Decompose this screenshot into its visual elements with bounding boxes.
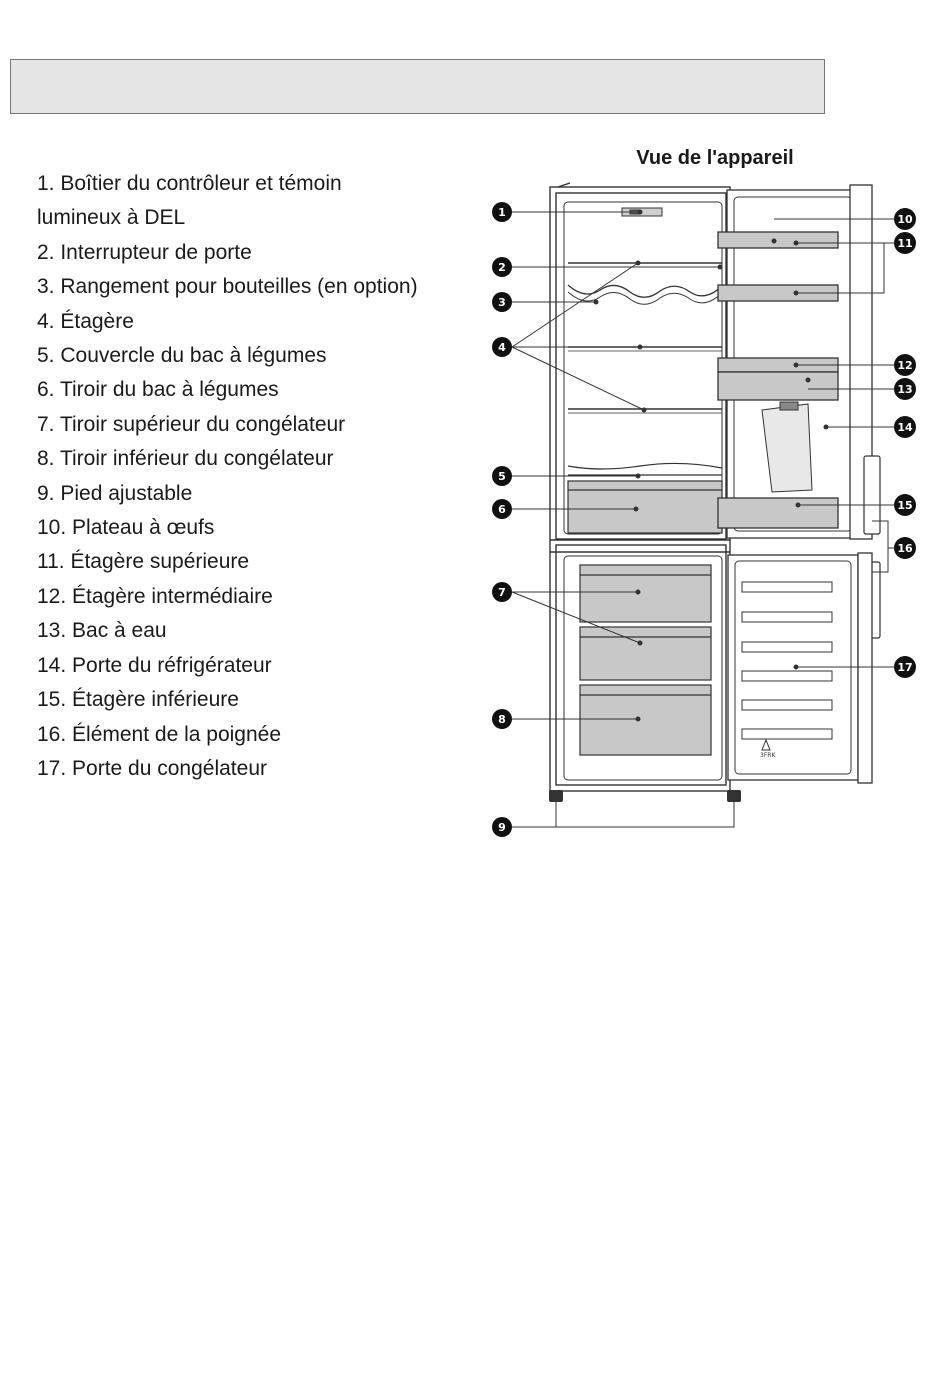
part-item-12: 12. Étagère intermédiaire xyxy=(37,584,273,608)
svg-text:15: 15 xyxy=(897,499,913,512)
callout-12 xyxy=(894,354,916,376)
callout-11 xyxy=(894,232,916,254)
callout-10 xyxy=(894,208,916,230)
svg-text:7: 7 xyxy=(498,586,506,599)
svg-text:4: 4 xyxy=(498,341,506,354)
svg-text:16: 16 xyxy=(897,542,913,555)
part-item-15: 15. Étagère inférieure xyxy=(37,688,239,712)
part-item-6: 6. Tiroir du bac à légumes xyxy=(37,378,279,402)
svg-text:6: 6 xyxy=(498,503,506,516)
part-item-9: 9. Pied ajustable xyxy=(37,481,193,505)
part-item-1-cont: lumineux à DEL xyxy=(37,206,186,230)
svg-text:8: 8 xyxy=(498,713,506,726)
svg-text:3: 3 xyxy=(498,296,506,309)
svg-text:10: 10 xyxy=(897,213,913,226)
svg-text:14: 14 xyxy=(897,421,913,434)
part-item-7: 7. Tiroir supérieur du congélateur xyxy=(37,412,346,436)
callout-15 xyxy=(894,494,916,516)
part-item-4: 4. Étagère xyxy=(37,309,134,333)
svg-text:11: 11 xyxy=(897,237,913,250)
part-item-17: 17. Porte du congélateur xyxy=(37,756,267,780)
callout-9 xyxy=(492,817,512,837)
svg-text:1: 1 xyxy=(498,206,506,219)
svg-text:17: 17 xyxy=(897,661,913,674)
part-item-1: 1. Boîtier du contrôleur et témoin xyxy=(37,172,342,195)
callout-3 xyxy=(492,292,512,312)
svg-text:5: 5 xyxy=(498,470,506,483)
callout-8 xyxy=(492,709,512,729)
callout-4 xyxy=(492,337,512,357)
adjustable-feet xyxy=(549,790,741,802)
part-item-5: 5. Couvercle du bac à légumes xyxy=(37,344,327,368)
freezer-door xyxy=(728,553,872,783)
callout-2 xyxy=(492,257,512,277)
callout-14 xyxy=(894,416,916,438)
svg-text:12: 12 xyxy=(897,359,913,372)
svg-text:2: 2 xyxy=(498,261,506,274)
part-item-2: 2. Interrupteur de porte xyxy=(37,240,252,264)
callout-17 xyxy=(894,656,916,678)
svg-text:13: 13 xyxy=(897,383,913,396)
callout-6 xyxy=(492,499,512,519)
part-item-8: 8. Tiroir inférieur du congélateur xyxy=(37,447,334,471)
freezer-logo-text: 3FRK xyxy=(760,752,776,759)
callout-7 xyxy=(492,582,512,602)
part-item-3: 3. Rangement pour bouteilles (en option) xyxy=(37,275,418,299)
freezer-drawers xyxy=(580,565,711,755)
svg-text:9: 9 xyxy=(498,821,506,834)
callout-13 xyxy=(894,378,916,400)
part-item-13: 13. Bac à eau xyxy=(37,619,167,643)
part-item-14: 14. Porte du réfrigérateur xyxy=(37,653,272,677)
callout-5 xyxy=(492,466,512,486)
callout-1 xyxy=(492,202,512,222)
callout-16 xyxy=(894,537,916,559)
part-item-10: 10. Plateau à œufs xyxy=(37,516,215,540)
part-item-16: 16. Élément de la poignée xyxy=(37,722,282,746)
diagram-title: Vue de l'appareil xyxy=(636,147,794,169)
part-item-11: 11. Étagère supérieure xyxy=(37,550,250,574)
